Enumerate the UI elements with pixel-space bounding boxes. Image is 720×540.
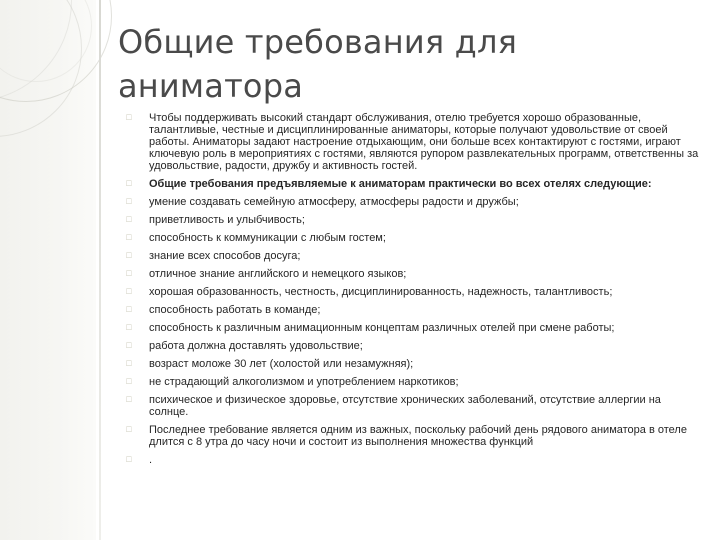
slide-title [118,20,678,108]
bullet-marker-icon: 🗆 [126,455,132,464]
bullet-text: отличное знание английского и немецкого языков; [149,268,407,280]
bullet-item [126,268,700,280]
bullet-marker-icon: 🗆 [126,179,132,188]
bullet-text: умение создавать семейную атмосферу, атмосферы радости и дружбы; [149,196,519,208]
bullet-item [126,424,700,448]
bullet-marker-icon: 🗆 [126,113,132,122]
bullet-item [126,304,700,316]
bullet-item [126,340,700,352]
bullet-text: Чтобы поддерживать высокий стандарт обслуживания, отелю требуется хорошо образованные, талантливые, честные и дисциплинированные аниматоры, которые получают удовольствие от своей работы. Аниматоры задают настроение отдыхающим, они больше всех контактируют с гостями, играют ключевую роль в мероприятиях с гостями, являются рупором развлекательных программ, ответственны за удовольствие, радости, дружбу и активность гостей. [149,112,699,172]
bullet-item [126,286,700,298]
bullet-text: способность к коммуникации с любым гостем; [149,232,386,244]
bullet-item [126,250,700,262]
bullet-item [126,232,700,244]
bullet-text: приветливость и улыбчивость; [149,214,305,226]
bullet-item [126,376,700,388]
bullet-marker-icon: 🗆 [126,233,132,242]
bullet-marker-icon: 🗆 [126,269,132,278]
bullet-text: способность работать в команде; [149,304,321,316]
bullet-marker-icon: 🗆 [126,197,132,206]
bullet-item [126,358,700,370]
bullet-text: возраст моложе 30 лет (холостой или незамужняя); [149,358,414,370]
bullet-item [126,112,700,172]
bullet-marker-icon: 🗆 [126,323,132,332]
bullet-marker-icon: 🗆 [126,215,132,224]
vertical-divider [99,0,101,540]
bullet-marker-icon: 🗆 [126,359,132,368]
bullet-marker-icon: 🗆 [126,425,132,434]
bullet-text: способность к различным анимационным концептам различных отелей при смене работы; [149,322,615,334]
bullet-item [126,322,700,334]
bullet-marker-icon: 🗆 [126,395,132,404]
bullet-marker-icon: 🗆 [126,305,132,314]
bullet-item [126,196,700,208]
bullet-list [126,112,700,472]
bullet-text: работа должна доставлять удовольствие; [149,340,363,352]
bullet-text: психическое и физическое здоровье, отсутствие хронических заболеваний, отсутствие аллергии на солнце. [149,394,661,418]
bullet-text: Последнее требование является одним из важных, поскольку рабочий день рядового аниматора в отеле длится с 8 утра до часу ночи и состоит из выполнения множества функций [149,424,687,448]
bullet-text: . [149,454,153,466]
bullet-marker-icon: 🗆 [126,287,132,296]
bullet-marker-icon: 🗆 [126,341,132,350]
bullet-item [126,454,700,466]
slide-title-line-1: Общие требования для [118,23,518,61]
bullet-marker-icon: 🗆 [126,377,132,386]
bullet-text: Общие требования предъявляемые к аниматорам практически во всех отелях следующие: [149,178,652,190]
bullet-item [126,394,700,418]
bullet-text: знание всех способов досуга; [149,250,301,262]
decorative-left-band [0,0,96,540]
bullet-text: хорошая образованность, честность, дисциплинированность, надежность, талантливость; [149,286,613,298]
bullet-item [126,214,700,226]
bullet-item [126,178,700,190]
slide-title-line-2: аниматора [118,67,304,105]
bullet-marker-icon: 🗆 [126,251,132,260]
bullet-text: не страдающий алкоголизмом и употреблением наркотиков; [149,376,459,388]
